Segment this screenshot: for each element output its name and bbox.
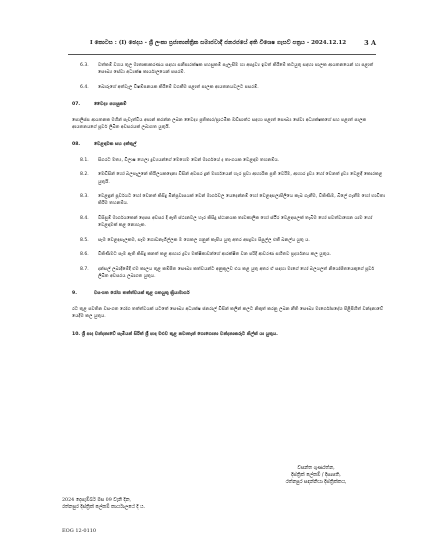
section-7-text: පොලිස්ස ආයතනක මගින් පැවැත්විය අපාන් කරන්න ලබන වෛද්‍ය ප්‍රතිකාර/ප්‍රාථමික ඔඩ්සාත්ථ සඳහා පළාත් සෞඛ්‍ය සේවා අධ්‍යක්ෂකගේ සහ පළාත් පාලක ආයතනයගේ පූර්ව ලිඛිත අවසරයක් ලබාගත යුතුයි. [72,117,367,131]
paragraph-6-4: 6.4. බොරුගේ අත්වැල විෂම්පනයක කිරීමේ වගකීම පළාත් පාලක ආයතනයවලට පසරම්. [80,84,259,90]
section-8-heading: 08. වෙළඳාමක සහ දත්තුල් [72,142,137,148]
section-9-heading: 9. වසංගත රෝග තත්ත්වයක් තුළ ගතයුතු ක්‍රියාමාර්ග [72,291,190,297]
signature-block [246,465,386,486]
paragraph-8-3: 8.3. වෙළඳුන් පූර්වයට හෝ වෙනත් කිසිදු මින්ප්‍රවාසයක් වෙන් මාර්ගවල යෙදෙන්නම් හෝ වෙළඳසලාපිලියෙ කැබ ගැනීම, වීකිණීම, බිලේ ගැනීම හෝ භාවිතා කිරීම තහනම්ය. [80,194,386,207]
section-10: 10. ශ්‍රී පාද වන්දනාවේ සැමියන් සිරිත් ශ්‍රී පාද මළුව තුළ නවාතැන් ගොගොනා වන්දනාකරුට නිල්ක් යා යුතුය. [72,331,278,337]
signatory-name: වසන්ත ගුණරත්න, [297,466,335,471]
paragraph-6-3: 6.3. වත්කම් වගය තුල මාතෘකාකරණය සඳහා සනීපාරක්ෂක පහසුකම් පැලැසීම හා අපද්‍රව්‍ය ඉවත් කිරීමේ කටයුතු සඳහා පාලක ආයතනයෙන් හා පළාත් සෞඛ්‍ය සේවා අධ්‍යක්ෂ කාර්යාලයෙන් පසරම්. [80,63,374,76]
paragraph-8-4: 8.4. වීසිසුම් මාර්ගයකෙන් දෙපස අවසර දී ඇති ස්ථානවල හැර කිසිදු ස්ථානයක තාවකාලික හෝ ස්ථිර වෙළඳසලක් තැබීම හෝ පවත්වාගෙන යාම හෝ වෙළඳාමක් කළ නොහැක. [80,215,373,229]
document-body [72,62,386,346]
date-line: 2024 දෙසැම්බර් මස 09 වැනි දින, [62,498,132,503]
section-7-heading: 07. වෛද්‍ය පහසුකම් [72,102,127,108]
header-rule [68,54,376,55]
paragraph-8-1: 8.1. සිගරට මත්‍ය, විලාෂ හෙලා ද්‍රව්‍යයන්ගේ මෙහෙම වෙන් මාර්ගයේ ද තාංගයක වෙළඳාම තහනම්ය. [80,157,280,163]
paragraph-8-7: 8.7. දන්සල් ලබාදීමේදී එම කාලය තුළ කම්පිත සෞඛ්‍ය කත්වයන්ට අනුකූලව එය කළ යුතු අතර ඒ සඳහා මාගේ හෝ බලයලත් නියෝජිතයෙකුගේ පූර්ව ලිඛිත අවසරය ලබාගත යුතුය. [80,266,375,279]
reference-number: EOG 12-0110 [62,528,97,534]
signatory-district: රත්නපුර සඳන්නියා දිස්ත්‍රික්කය, [285,480,347,485]
page-header [70,37,376,53]
section-9-text: රට තුළ පවතින වසංගත රෝග තත්ත්වයක් යටතේ සෞඛ්‍ය අධ්‍යක්ෂ ජනරාල් විසින් කලින් කලට නිකුත් කරනු ලබන නීති සෞඛ්‍ය මාර්ගෝපදේශ පිළිපිහිත් වන්දනාවේ යෙදීම කල යුතුය. [72,306,384,320]
place-line: රත්නපුර දිස්ත්‍රික් ලේකම් කාර්යාලයේ දී ය. [62,505,145,510]
date-place-block [62,497,145,511]
paragraph-8-6: 8.6. විකිණීමට සෑම ඇති කිසිදු කනත් කළ ආහාර ද්‍රව්‍ය මක්ෂිකාවන්ගේ ආරක්ෂිත වන පරිදි ආවරණ සහිතව ප්‍රදර්ශනය කල යුතුය. [80,252,332,258]
paragraph-8-2: 8.2. මෙඩිසින් හෝ බලපැලුනේ කියිලයකදෙනා විසින් අවසර දුන් මාර්ගයෙන් හැර ප්‍රවා ආහාරික ප්‍රති වෙරීම, ආහාර ද්‍රව්‍ය හෝ වෙනත් ද්‍රව්‍ය වෙළඳී කොරකළ යුතුයි. [80,172,383,185]
page-number: 3 A [364,39,376,47]
paragraph-8-5: 8.5. සෑම වෙළඳසැලකම, සෑම ගොඩනැගිල්ලක ම ගෙකල ගනුන් කැපිය යුතු අතර අපද්‍රව්‍ය සිපුල්ල එකී බනල්ය යුතු ය. [80,237,310,243]
signatory-title: දිස්ත්‍රික් ලේකම් / දිසාපති, [291,473,341,478]
gazette-header-title: I කොටස : (I) ඡෙදය - ශ්‍රී ලංකා ප්‍රජාතාන්ත්‍රික සමාජවාදී ජනරජයේ අති විශෙෂ ගැසට් පත්‍රය - 2024.12.12 [90,40,347,46]
